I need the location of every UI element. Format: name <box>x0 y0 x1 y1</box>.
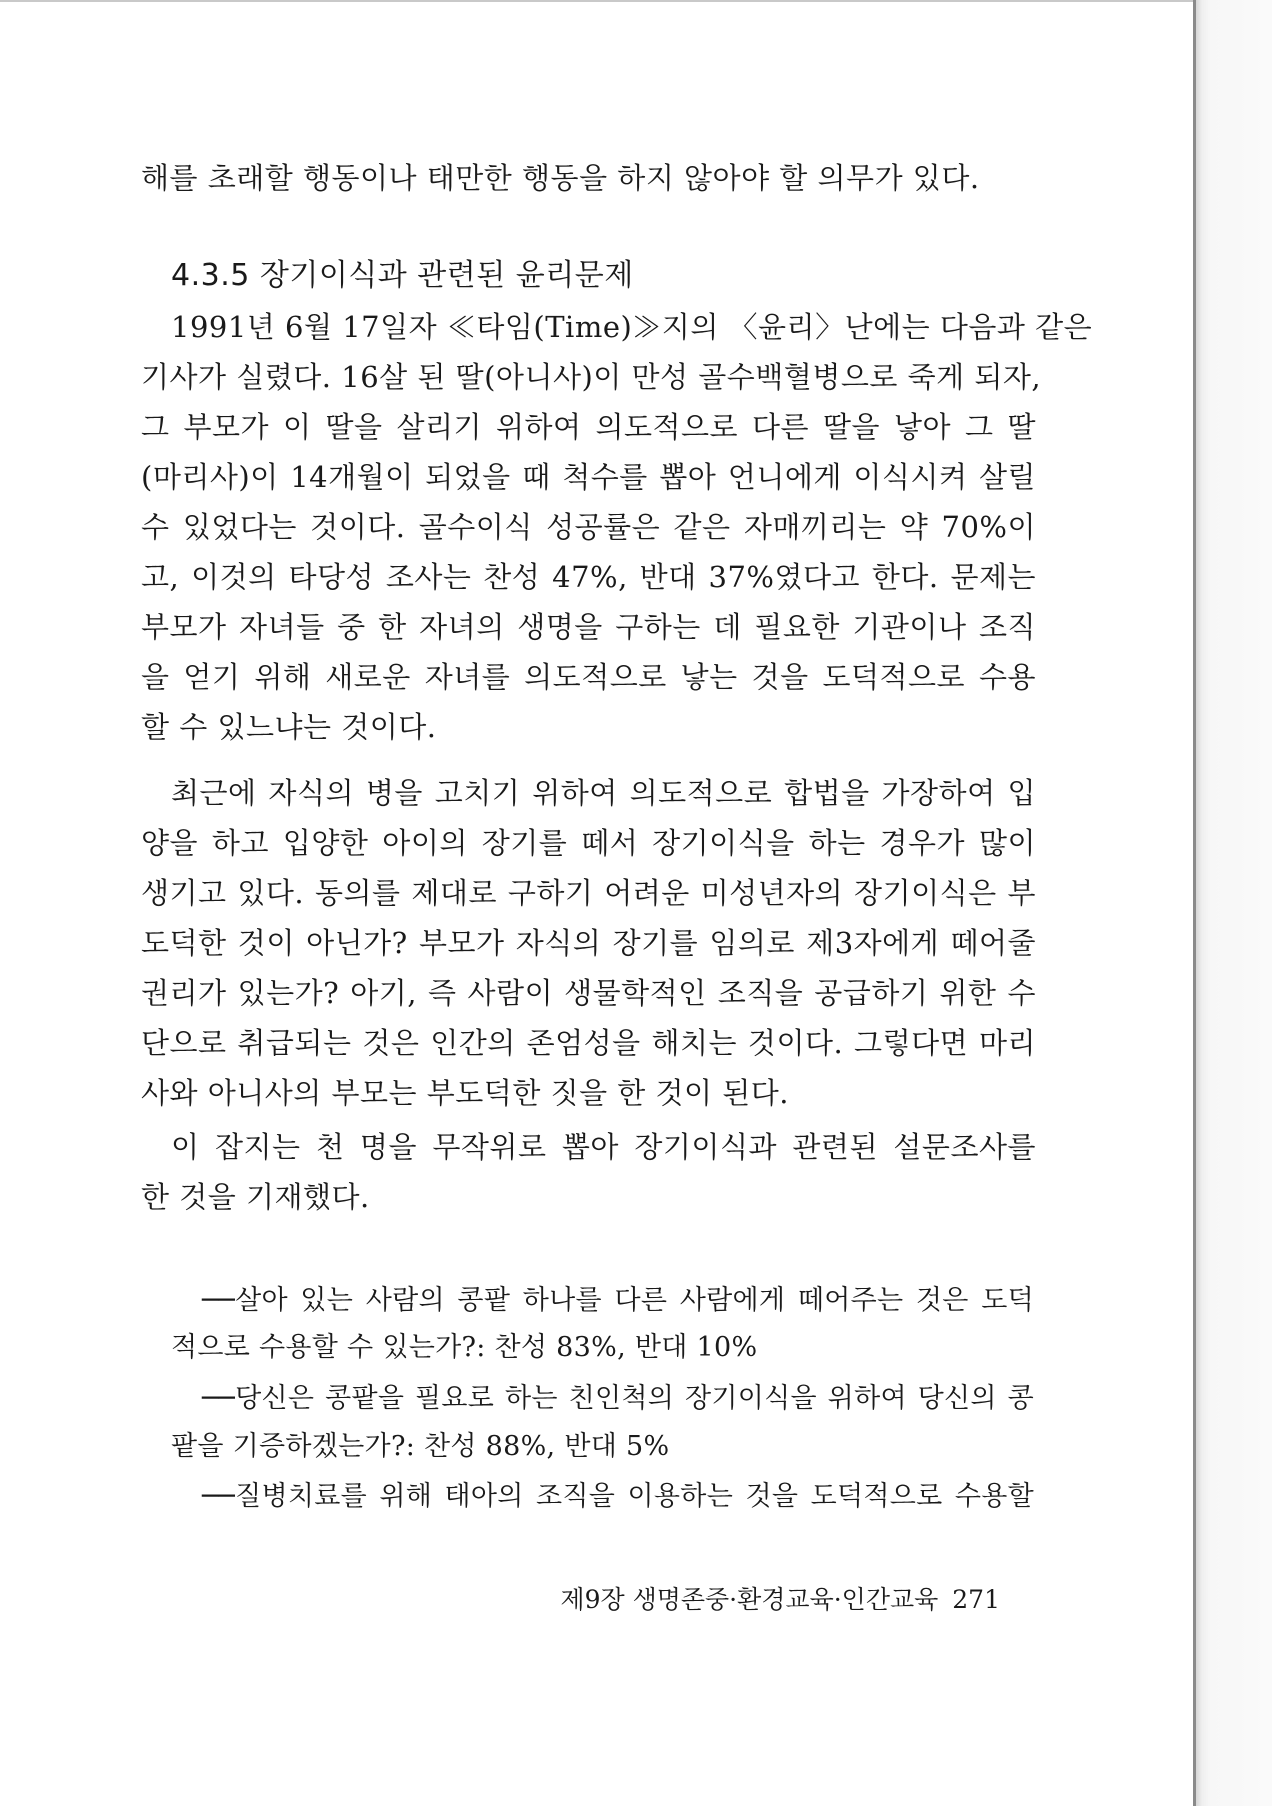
body-line: 고, 이것의 타당성 조사는 찬성 47%, 반대 37%였다고 한다. 문제는 <box>141 560 1036 594</box>
body-line: 한 것을 기재했다. <box>141 1180 370 1214</box>
chapter-title: 제9장 생명존중·환경교육·인간교육 <box>560 1585 939 1614</box>
body-line: 수 있었다는 것이다. 골수이식 성공률은 같은 자매끼리는 약 70%이 <box>141 510 1036 544</box>
body-line: 도덕한 것이 아닌가? 부모가 자식의 장기를 임의로 제3자에게 떼어줄 <box>141 926 1036 960</box>
body-line: 1991년 6월 17일자 ≪타임(Time)≫지의 〈윤리〉난에는 다음과 같은 <box>171 310 1093 344</box>
page-top-border <box>0 0 1196 2</box>
body-line: 해를 초래할 행동이나 태만한 행동을 하지 않아야 할 의무가 있다. <box>141 161 980 195</box>
body-line: 단으로 취급되는 것은 인간의 존엄성을 해치는 것이다. 그렇다면 마리 <box>141 1026 1036 1060</box>
page-right-margin <box>1196 0 1272 1806</box>
body-line: 할 수 있느냐는 것이다. <box>141 710 437 744</box>
body-line: 이 잡지는 천 명을 무작위로 뽑아 장기이식과 관련된 설문조사를 <box>171 1130 1036 1164</box>
survey-item-line: 적으로 수용할 수 있는가?: 찬성 83%, 반대 10% <box>171 1332 758 1363</box>
body-line: 그 부모가 이 딸을 살리기 위하여 의도적으로 다른 딸을 낳아 그 딸 <box>141 410 1036 444</box>
body-line: 사와 아니사의 부모는 부도덕한 짓을 한 것이 된다. <box>141 1076 790 1110</box>
body-line: 최근에 자식의 병을 고치기 위하여 의도적으로 합법을 가장하여 입 <box>171 776 1036 810</box>
page-footer <box>540 1580 1000 1620</box>
body-line: 양을 하고 입양한 아이의 장기를 떼서 장기이식을 하는 경우가 많이 <box>141 826 1036 860</box>
survey-item-line: 팥을 기증하겠는가?: 찬성 88%, 반대 5% <box>171 1431 670 1462</box>
survey-item-line: ──당신은 콩팥을 필요로 하는 친인척의 장기이식을 위하여 당신의 콩 <box>202 1383 1034 1414</box>
section-heading: 4.3.5 장기이식과 관련된 윤리문제 <box>171 258 634 293</box>
body-line: 권리가 있는가? 아기, 즉 사람이 생물학적인 조직을 공급하기 위한 수 <box>141 976 1036 1010</box>
page-number: 271 <box>952 1585 1000 1614</box>
body-line: 생기고 있다. 동의를 제대로 구하기 어려운 미성년자의 장기이식은 부 <box>141 876 1036 910</box>
body-line: 을 얻기 위해 새로운 자녀를 의도적으로 낳는 것을 도덕적으로 수용 <box>141 660 1036 694</box>
body-line: (마리사)이 14개월이 되었을 때 척수를 뽑아 언니에게 이식시켜 살릴 <box>141 460 1036 494</box>
survey-item-line: ──질병치료를 위해 태아의 조직을 이용하는 것을 도덕적으로 수용할 <box>202 1481 1034 1512</box>
survey-item-line: ──살아 있는 사람의 콩팥 하나를 다른 사람에게 떼어주는 것은 도덕 <box>202 1285 1034 1316</box>
body-line: 부모가 자녀들 중 한 자녀의 생명을 구하는 데 필요한 기관이나 조직 <box>141 610 1036 644</box>
body-line: 기사가 실렸다. 16살 된 딸(아니사)이 만성 골수백혈병으로 죽게 되자, <box>141 360 1042 394</box>
